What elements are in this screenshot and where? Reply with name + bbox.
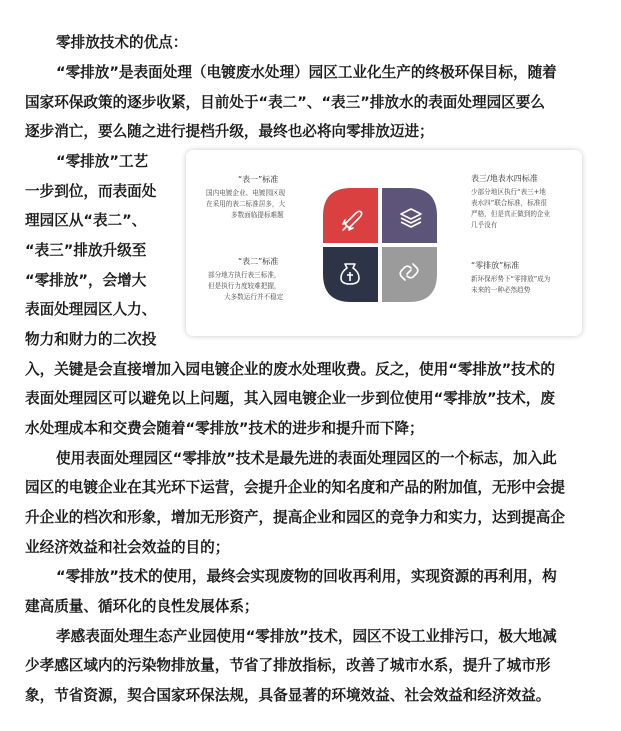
paragraph-line: 建高质量、循环化的良性发展体系； bbox=[25, 598, 259, 615]
quadrant-purple bbox=[382, 188, 437, 243]
paragraph-line: 少孝感区域内的污染物排放量，节省了排放指标，改善了城市水系，提升了城市形 bbox=[25, 657, 551, 674]
paragraph-line: “表三”排放升级至 bbox=[25, 242, 147, 259]
paragraph-line: “零排放”技术的使用，最终会实现废物的回收再利用，实现资源的再利用，构 bbox=[56, 568, 557, 585]
paragraph-line: 象，节省资源，契合国家环保法规，具备显著的环境效益、社会效益和经济效益。 bbox=[25, 687, 551, 704]
paragraph-line: 理园区从“表二”、 bbox=[25, 212, 147, 229]
q1-title: “表一”标准 bbox=[238, 175, 279, 184]
paragraph-line: 孝感表面处理生态产业园使用“零排放”技术，园区不设工业排污口，极大地减 bbox=[56, 628, 557, 645]
paragraph-line: “零排放”是表面处理（电镀废水处理）园区工业化生产的终极环保目标，随着 bbox=[56, 64, 557, 81]
q3-body-line: 少部分地区执行“表三+地 bbox=[471, 188, 546, 196]
q3-body-line: 几乎没有 bbox=[471, 221, 498, 229]
paragraph-line: 逐步消亡，要么随之进行提档升级，最终也必将向零排放迈进； bbox=[25, 123, 434, 140]
q3-body-line: 严格，但是真正做到的企业 bbox=[471, 210, 551, 218]
quadrant-diagram bbox=[321, 186, 439, 304]
q3-body-line: 表水四”联合标准，标准很 bbox=[471, 199, 547, 207]
q2-body-line: 部分地方执行表三标准， bbox=[208, 271, 281, 279]
q4-body-line: 新环保形势下“零排放”成为 bbox=[471, 275, 551, 283]
paragraph-line: 业经济效益和社会效益的目的； bbox=[25, 539, 230, 556]
paragraph-line: 使用表面处理园区“零排放”技术是最先进的表面处理园区的一个标志，加入此 bbox=[56, 450, 557, 467]
q1-body-line: 在采用的表二标准居多，大 bbox=[206, 200, 286, 208]
paragraph-line: “零排放”，会增大 bbox=[25, 272, 147, 289]
section-heading: 零排放技术的优点： bbox=[56, 34, 188, 51]
paragraph-line: 物力和财力的二次投 bbox=[25, 331, 157, 348]
q3-title: 表三/地表水四标准 bbox=[471, 174, 538, 183]
paragraph-line: 表面处理园区人力、 bbox=[25, 301, 157, 318]
paragraph-line: 升企业的档次和形象，增加无形资产，提高企业和园区的竞争力和实力，达到提高企 bbox=[25, 509, 565, 526]
q1-body-line: 国内电镀企业、电镀园区现 bbox=[206, 189, 286, 197]
paragraph-line: 表面处理园区可以避免以上问题，其入园电镀企业一步到位使用“零排放”技术，废 bbox=[25, 390, 555, 407]
q1-body-line: 多数面临提标难题 bbox=[231, 211, 284, 219]
standards-figure bbox=[186, 150, 582, 336]
q2-title: “表二”标准 bbox=[238, 257, 279, 266]
paragraph-line: 国家环保政策的逐步收紧，目前处于“表二”、“表三”排放水的表面处理园区要么 bbox=[25, 94, 545, 111]
paragraph-line: 一步到位，而表面处 bbox=[25, 183, 157, 200]
paragraph-line: 园区的电镀企业在其光环下运营，会提升企业的知名度和产品的附加值，无形中会提 bbox=[25, 479, 565, 496]
q2-body-line: 但是执行力度较难把握， bbox=[208, 282, 281, 290]
paragraph-line: “零排放”工艺 bbox=[56, 153, 149, 170]
q4-body-line: 未来的一种必然趋势 bbox=[471, 286, 531, 294]
q2-body-line: 大多数运行并不稳定 bbox=[224, 293, 284, 301]
paragraph-line: 入，关键是会直接增加入园电镀企业的废水处理收费。反之，使用“零排放”技术的 bbox=[25, 361, 555, 378]
quadrant-gray bbox=[382, 247, 437, 302]
q4-title: “零排放”标准 bbox=[471, 261, 520, 270]
paragraph-line: 水处理成本和交费会随着“零排放”技术的进步和提升而下降； bbox=[25, 420, 424, 437]
quadrant-red bbox=[323, 188, 378, 243]
